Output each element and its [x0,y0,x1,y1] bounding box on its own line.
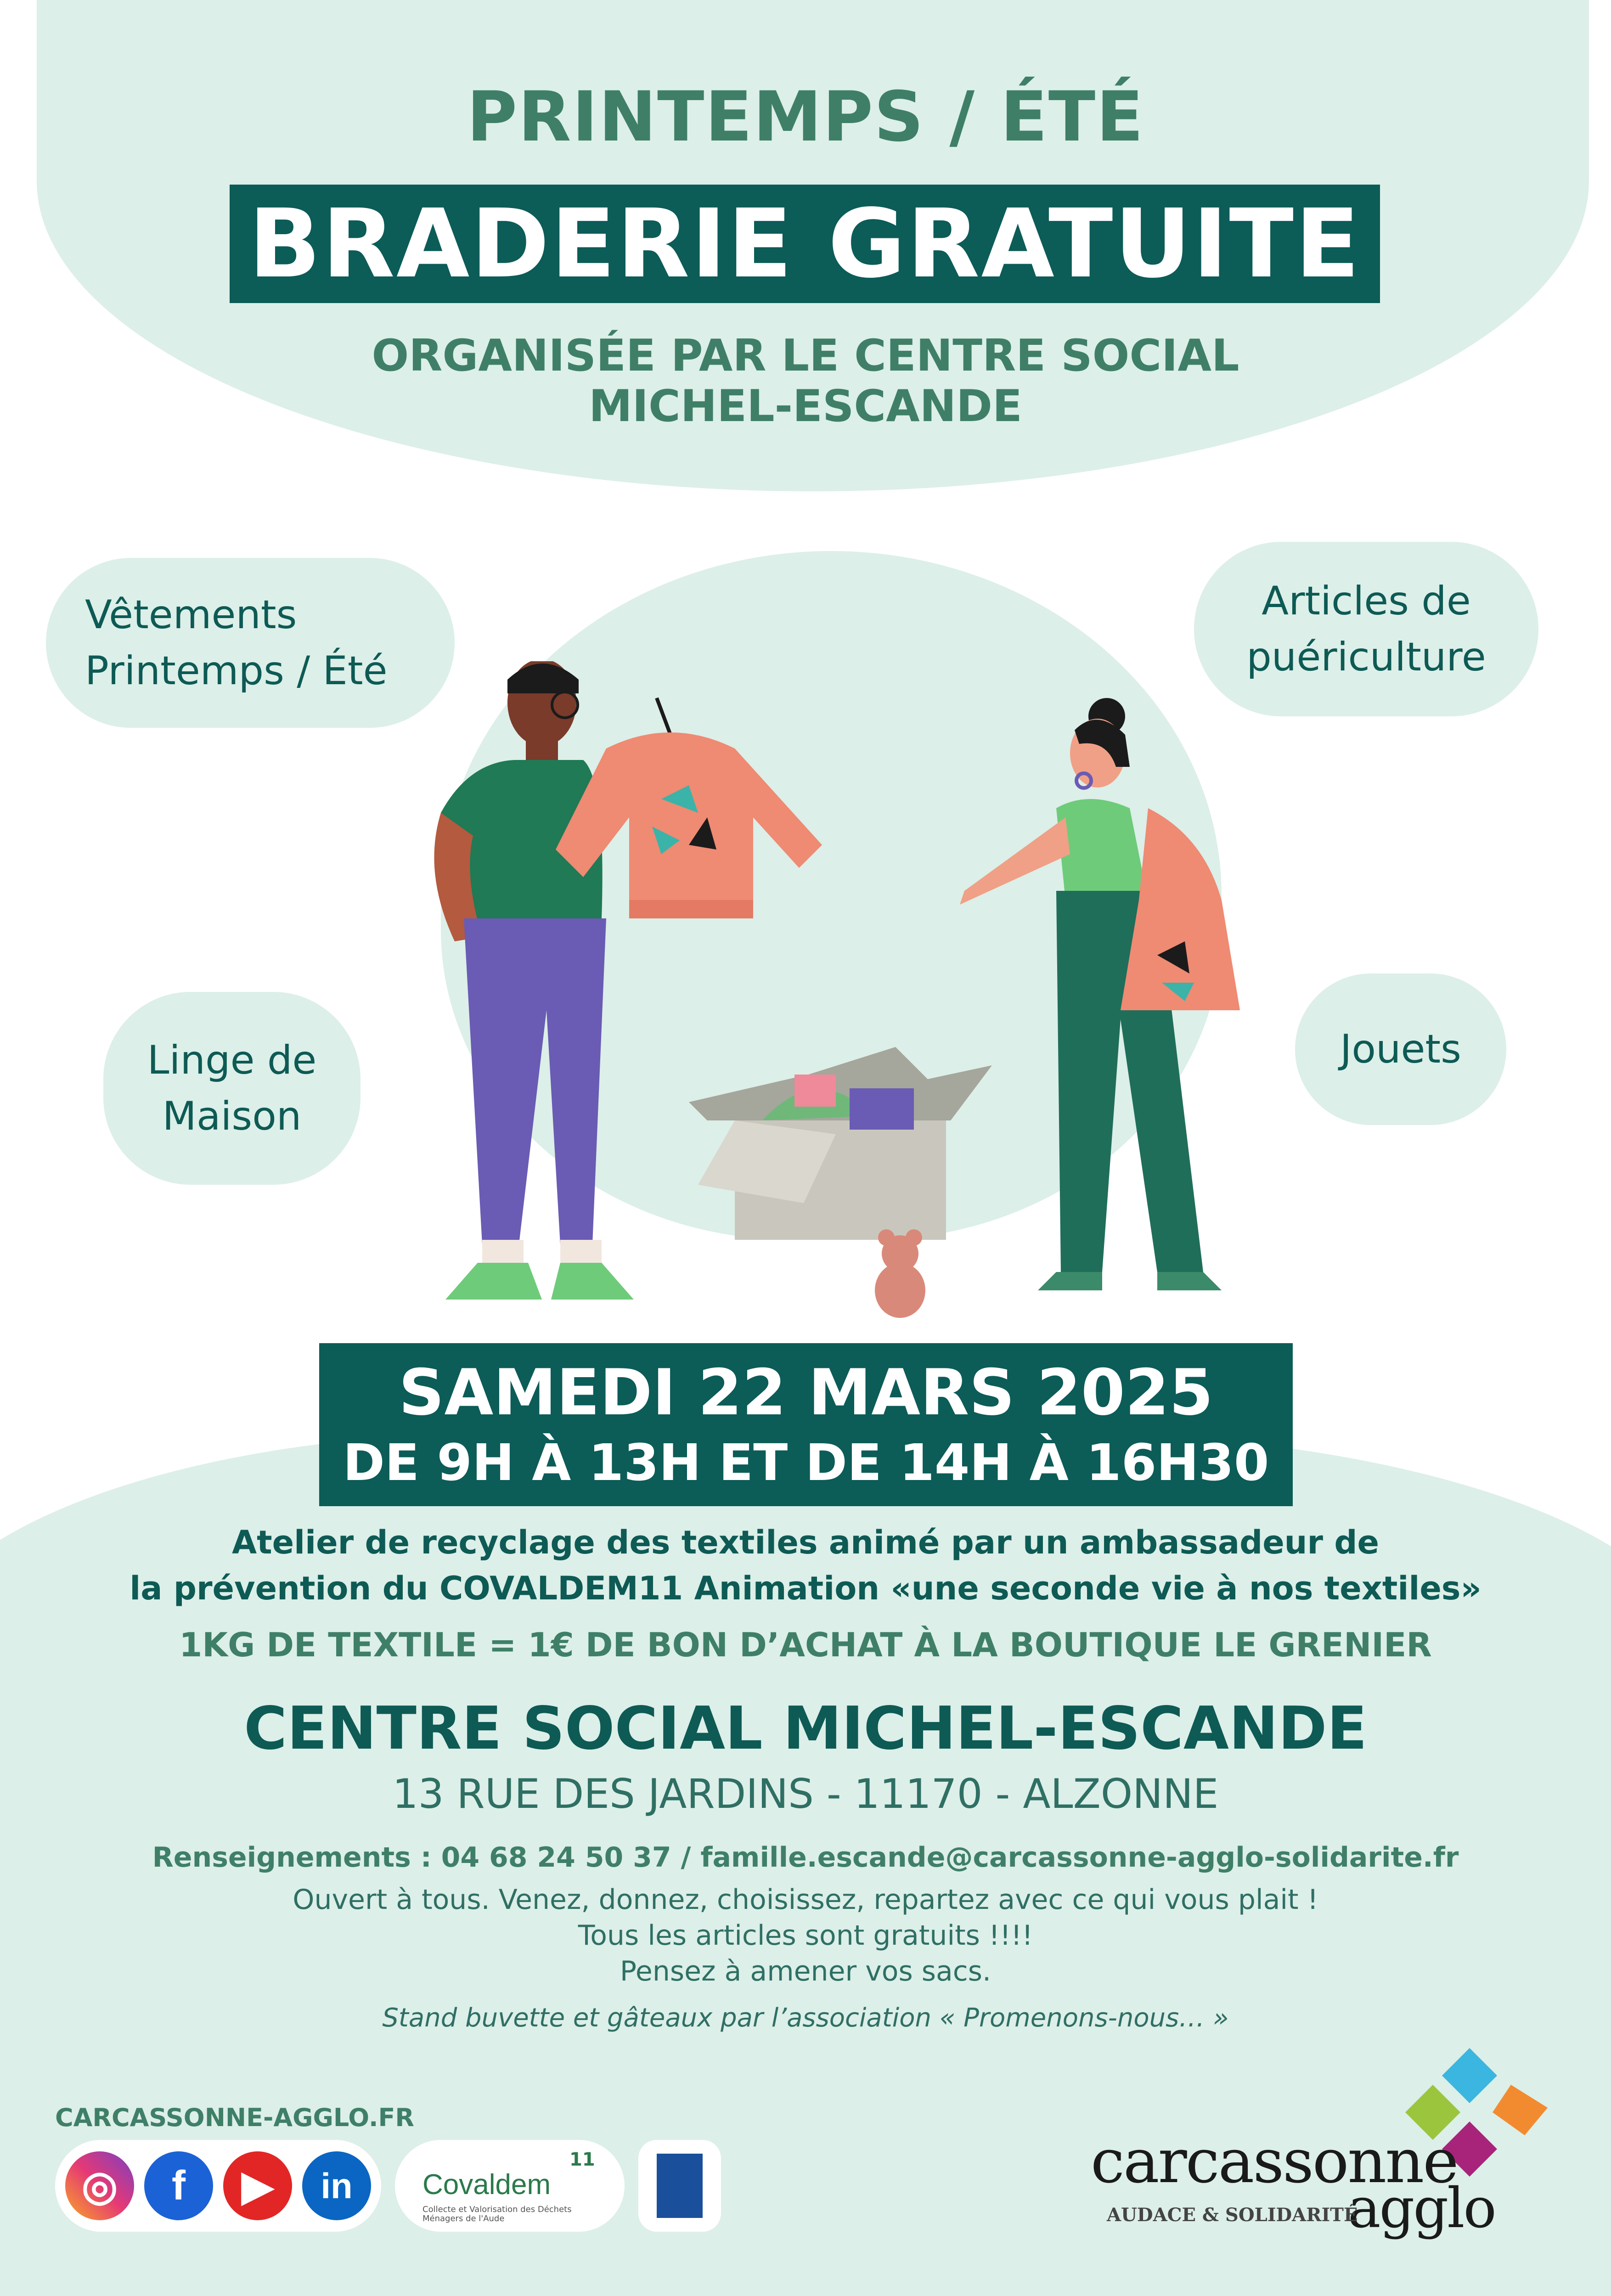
covaldem-subtitle: Collecte et Valorisation des Déchets Ménagers de l'Aude [422,2205,572,2223]
category-bubble-clothing [46,558,455,728]
category-label: puériculture [1246,634,1486,680]
info-line-2: Tous les articles sont gratuits !!!! [578,1919,1033,1952]
season-heading: PRINTEMPS / ÉTÉ [467,77,1144,157]
caf-logo [638,2140,721,2232]
youtube-icon[interactable]: ▶ [223,2151,292,2220]
venue-address: 13 RUE DES JARDINS - 11170 - ALZONNE [392,1770,1219,1818]
organizer-line-2: MICHEL-ESCANDE [589,381,1022,432]
category-label: Maison [162,1093,302,1139]
category-bubble-toys [1295,974,1506,1125]
date-banner [319,1343,1293,1506]
event-hours: DE 9H À 13H ET DE 14H À 16H30 [343,1433,1269,1492]
covaldem-name: Covaldem [422,2169,551,2200]
instagram-icon[interactable]: ◎ [65,2151,134,2220]
category-label: Linge de [147,1037,317,1083]
info-line-3: Pensez à amener vos sacs. [620,1955,991,1987]
agglo-word: agglo [1348,2177,1495,2240]
category-label: Vêtements [85,592,297,638]
swap-illustration [413,661,1286,1332]
category-bubble-household-linen [103,992,361,1185]
covaldem-number: 11 [569,2149,595,2170]
refreshment-stand: Stand buvette et gâteaux par l’association « Promenons-nous… » [382,2003,1229,2033]
organizer-line-1: ORGANISÉE PAR LE CENTRE SOCIAL [372,331,1239,381]
teddy-bear [875,1229,925,1318]
venue-name: CENTRE SOCIAL MICHEL-ESCANDE [244,1694,1367,1763]
title-banner [230,185,1380,303]
voucher-offer: 1KG DE TEXTILE = 1€ DE BON D’ACHAT À LA BOUTIQUE LE GRENIER [179,1626,1432,1664]
social-links [55,2140,381,2232]
event-date: SAMEDI 22 MARS 2025 [399,1356,1213,1429]
linkedin-icon[interactable]: in [302,2151,371,2220]
facebook-icon[interactable]: f [144,2151,213,2220]
woman-figure [960,698,1240,1290]
workshop-line-1: Atelier de recyclage des textiles animé par un ambassadeur de [232,1524,1379,1561]
info-line-1: Ouvert à tous. Venez, donnez, choisissez, repartez avec ce qui vous plait ! [293,1884,1318,1916]
category-label: Jouets [1340,1026,1461,1072]
workshop-line-2: la prévention du COVALDEM11 Animation «une seconde vie à nos textiles» [130,1570,1481,1607]
donation-box [689,1047,992,1240]
agglo-name: carcassonne [1091,2126,1458,2197]
agglo-tagline: AUDACE & SOLIDARITÉ [1107,2204,1358,2226]
website-link[interactable]: CARCASSONNE-AGGLO.FR [55,2103,414,2132]
category-label: Articles de [1262,578,1471,624]
caf-logo-mark [657,2154,703,2218]
category-label: Printemps / Été [85,648,388,694]
page-title: BRADERIE GRATUITE [248,189,1361,299]
contact-info: Renseignements : 04 68 24 50 37 / famille.escande@carcassonne-agglo-solidarite.fr [152,1841,1459,1874]
covaldem-logo [395,2140,625,2232]
